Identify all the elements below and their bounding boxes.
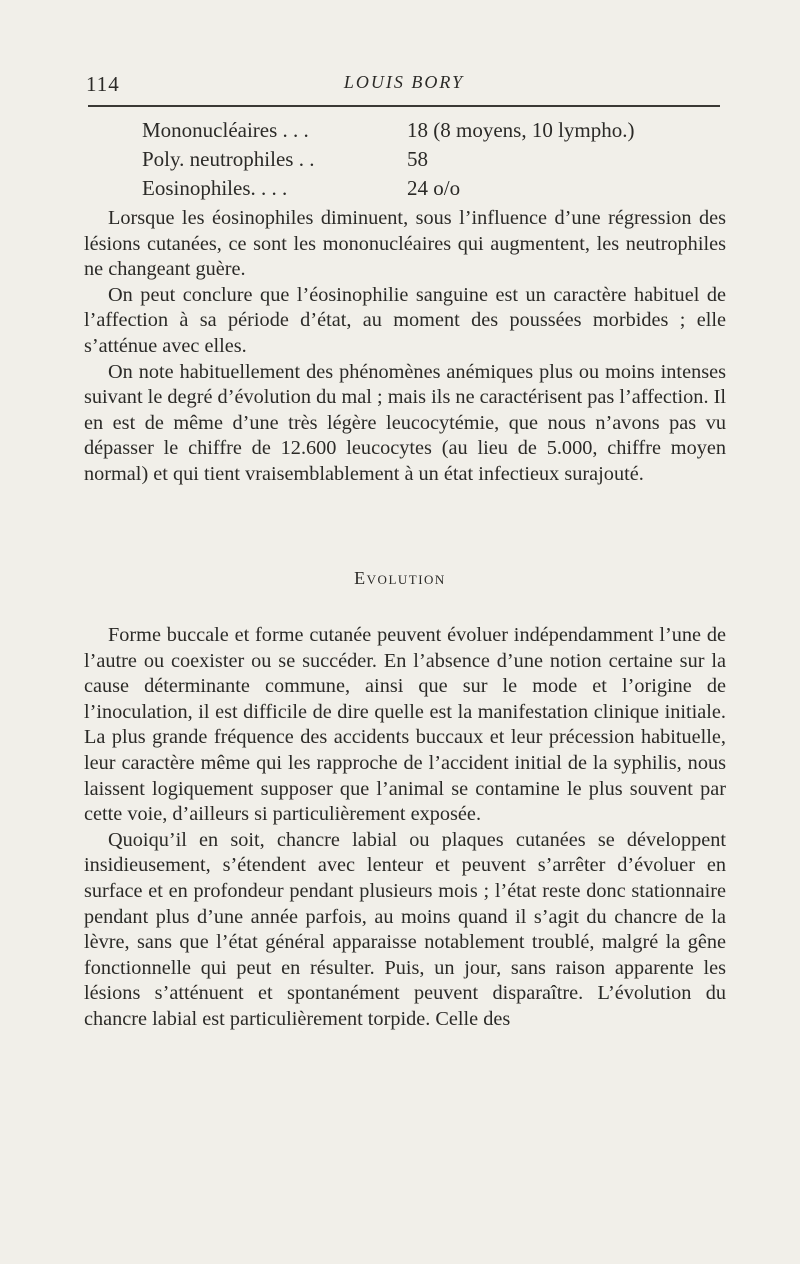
page-number: 114 <box>86 72 120 96</box>
header-rule <box>88 105 720 107</box>
paragraph: On peut conclure que l’éosinophilie sanguine est un caractère habituel de l’affection à sa période d’état, au moment des poussées morbides ; elle s’atténue avec elles. <box>84 283 726 357</box>
running-title: LOUIS BORY <box>343 72 465 92</box>
paragraph: On note habituellement des phénomènes anémiques plus ou moins intenses suivant le degré d’évolution du mal ; mais ils ne caractérisent pas l’affection. Il en est de même d’une très légère leucocytémie, que nous n’avons pas vu dépasser le chiffre de 12.600 leucocytes (au lieu de 5.000, chiffre moyen normal) et qui tient vraisemblablement à un état infectieux surajouté. <box>84 360 726 485</box>
section-heading: Evolution <box>354 568 446 588</box>
row-value: 58 <box>407 147 428 171</box>
row-value: 18 (8 moyens, 10 lympho.) <box>407 118 635 142</box>
paragraph: Lorsque les éosinophiles diminuent, sous l’influence d’une régression des lésions cutanées, ce sont les mononucléaires qui augmentent, les neutrophiles ne changeant guère. <box>84 207 726 281</box>
table-row <box>142 116 634 145</box>
paragraph: Forme buccale et forme cutanée peuvent évoluer indépendamment l’une de l’autre ou coexister ou se succéder. En l’absence d’une notion certaine sur la cause déterminante commune, ainsi que sur le mode et l’origine de l’inoculation, il est difficile de dire quelle est la manifestation clinique initiale. La plus grande fréquence des accidents buccaux et leur précession habituelle, leur caractère même qui les rapproche de l’accident initial de la syphilis, nous laissent logiquement supposer que l’animal se contamine le plus souvent par cette voie, d’ailleurs si particulièrement exposée. <box>84 624 726 826</box>
row-value: 24 o/o <box>407 176 461 200</box>
blood-count-table <box>142 116 634 203</box>
row-label: Poly. neutrophiles . . <box>142 147 315 171</box>
table-row <box>142 145 634 174</box>
body-text-before-heading <box>84 206 726 488</box>
page-header <box>86 70 722 100</box>
table-row <box>142 174 634 203</box>
row-label: Eosinophiles. . . . <box>142 176 288 200</box>
paragraph: Quoiqu’il en soit, chancre labial ou plaques cutanées se développent insidieusement, s’étendent avec lenteur et peuvent s’arrêter d’évoluer en surface et en profondeur pendant plusieurs mois ; l’état reste donc stationnaire pendant plus d’une année parfois, au moins quand il s’agit du chancre de la lèvre, sans que l’état général apparaisse notablement troublé, malgré la gêne fonctionnelle qui peut en résulter. Puis, un jour, sans raison apparente les lésions s’atténuent et spontanément peuvent disparaître. L’évolution du chancre labial est particulièrement torpide. Celle des <box>84 828 726 1030</box>
row-label: Mononucléaires . . . <box>142 118 309 142</box>
body-text-after-heading <box>84 623 726 1033</box>
